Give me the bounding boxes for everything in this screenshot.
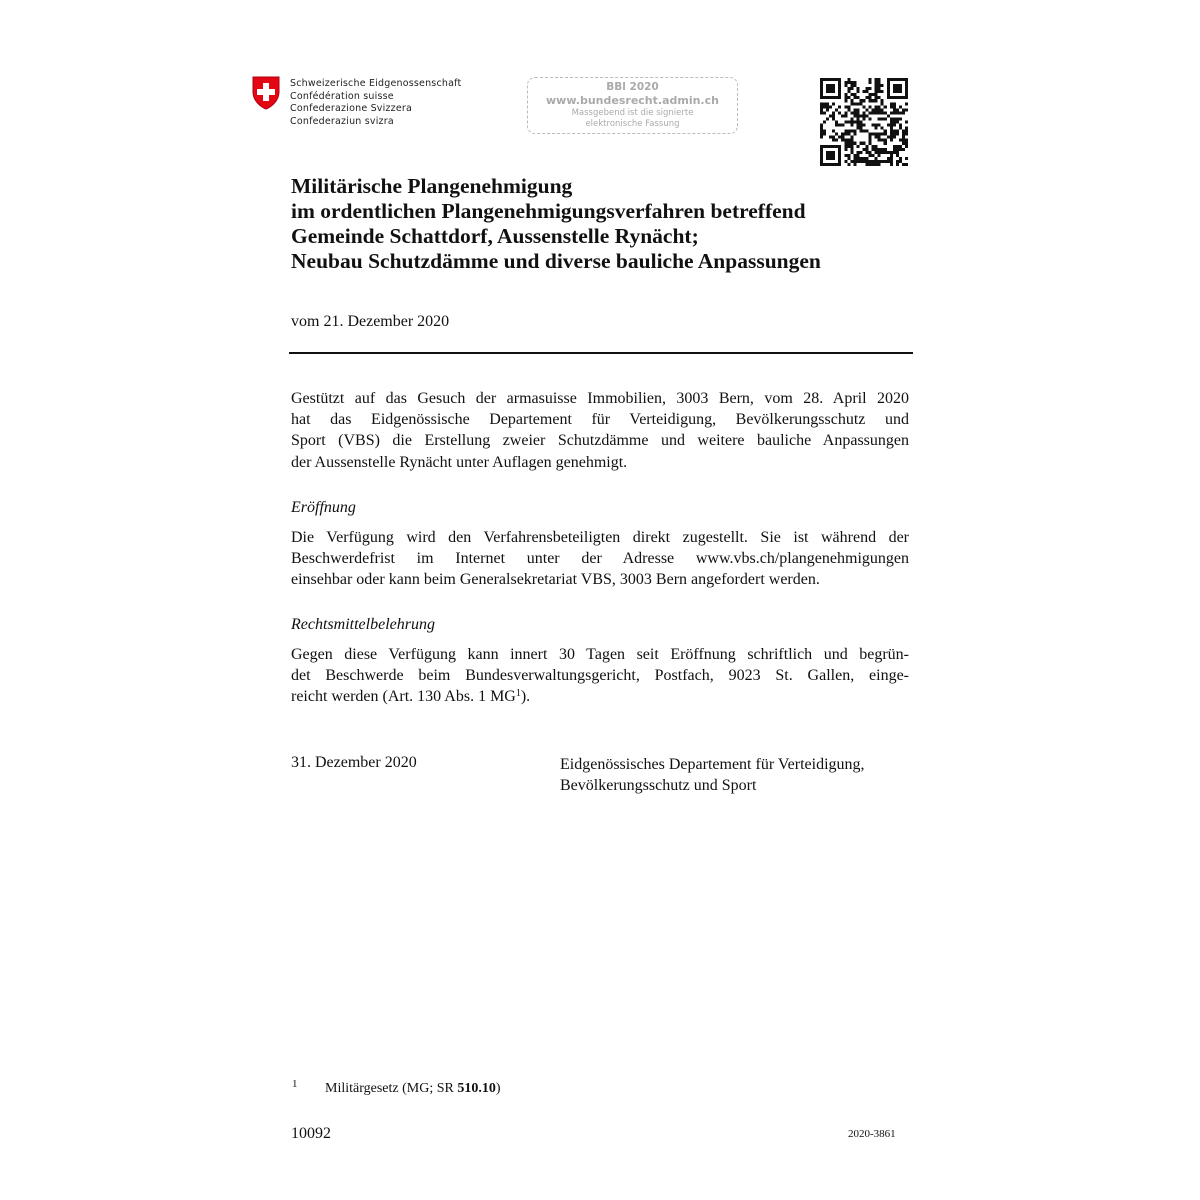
footnote-text-main: Militärgesetz (MG; SR bbox=[325, 1081, 458, 1096]
qr-code-modules bbox=[820, 78, 908, 166]
title-line-2: im ordentlichen Plangenehmigungsverfahren betreffend bbox=[291, 199, 806, 223]
title-line-1: Militärische Plangenehmigung bbox=[291, 174, 573, 198]
federation-names bbox=[290, 78, 461, 128]
stamp-line-3: Massgebend ist die signierte bbox=[571, 108, 694, 118]
intro-line-1: Gestützt auf das Gesuch der armasuisse Immobilien, 3003 Bern, vom 28. April 2020 bbox=[291, 390, 909, 407]
legal-remedy-line-2: det Beschwerde beim Bundesverwaltungsgericht, Postfach, 9023 St. Gallen, einge- bbox=[291, 667, 909, 685]
legal-remedy-line-3-text: reicht werden (Art. 130 Abs. 1 MG bbox=[291, 688, 516, 706]
intro-line-2: hat das Eidgenössische Departement für Verteidigung, Bevölkerungsschutz und bbox=[291, 411, 909, 429]
stamp-line-2: www.bundesrecht.admin.ch bbox=[546, 94, 719, 107]
department-line-2: Bevölkerungsschutz und Sport bbox=[560, 777, 757, 794]
opening-line-3: einsehbar oder kann beim Generalsekretariat VBS, 3003 Bern angefordert werden. bbox=[291, 571, 820, 589]
federation-name-fr: Confédération suisse bbox=[290, 90, 394, 102]
footnote-sr-number: 510.10 bbox=[457, 1081, 496, 1096]
page-number: 10092 bbox=[291, 1125, 331, 1142]
stamp-line-1: BBl 2020 bbox=[606, 81, 659, 93]
department-line-1: Eidgenössisches Departement für Verteidigung, bbox=[560, 756, 865, 773]
swiss-coat-of-arms-icon bbox=[252, 76, 280, 110]
footnote-text bbox=[325, 1081, 501, 1097]
intro-line-4: der Aussenstelle Rynächt unter Auflagen genehmigt. bbox=[291, 453, 628, 471]
opening-paragraph bbox=[291, 527, 909, 591]
signature-department bbox=[560, 754, 865, 796]
title-line-3: Gemeinde Schattdorf, Aussenstelle Rynächt; bbox=[291, 224, 699, 248]
qr-code-icon bbox=[820, 78, 908, 166]
footnote-text-end: ) bbox=[495, 1081, 501, 1096]
bbl-stamp bbox=[527, 77, 738, 134]
title-line-4: Neubau Schutzdämme und diverse bauliche Anpassungen bbox=[291, 249, 821, 273]
stamp-line-4: elektronische Fassung bbox=[585, 119, 680, 129]
opening-heading: Eröffnung bbox=[291, 499, 356, 516]
intro-paragraph bbox=[291, 388, 909, 473]
legal-remedy-line-1: Gegen diese Verfügung kann innert 30 Tagen seit Eröffnung schriftlich und begrün- bbox=[291, 646, 909, 663]
legal-remedy-line-3-end: ). bbox=[520, 688, 531, 706]
legal-remedy-line-3 bbox=[291, 686, 909, 707]
opening-line-1: Die Verfügung wird den Verfahrensbeteiligten direkt zugestellt. Sie ist während der bbox=[291, 529, 909, 546]
intro-line-3: Sport (VBS) die Erstellung zweier Schutzdämme und weitere bauliche Anpassungen bbox=[291, 432, 909, 450]
legal-remedy-heading: Rechtsmittelbelehrung bbox=[291, 616, 435, 633]
footnote-number: 1 bbox=[292, 1078, 298, 1090]
legal-remedy-paragraph bbox=[291, 644, 909, 708]
document-title bbox=[291, 174, 931, 274]
document-number: 2020-3861 bbox=[848, 1128, 896, 1140]
title-divider bbox=[289, 352, 913, 354]
federation-name-it: Confederazione Svizzera bbox=[290, 103, 413, 114]
federation-name-de: Schweizerische Eidgenossenschaft bbox=[290, 78, 462, 89]
footnote-ref[interactable]: 1 bbox=[515, 688, 521, 700]
federation-name-rm: Confederaziun svizra bbox=[290, 115, 394, 127]
document-date: vom 21. Dezember 2020 bbox=[291, 313, 450, 330]
signature-date: 31. Dezember 2020 bbox=[291, 754, 417, 771]
opening-line-2: Beschwerdefrist im Internet unter der Adresse www.vbs.ch/plangenehmigungen bbox=[291, 550, 909, 568]
